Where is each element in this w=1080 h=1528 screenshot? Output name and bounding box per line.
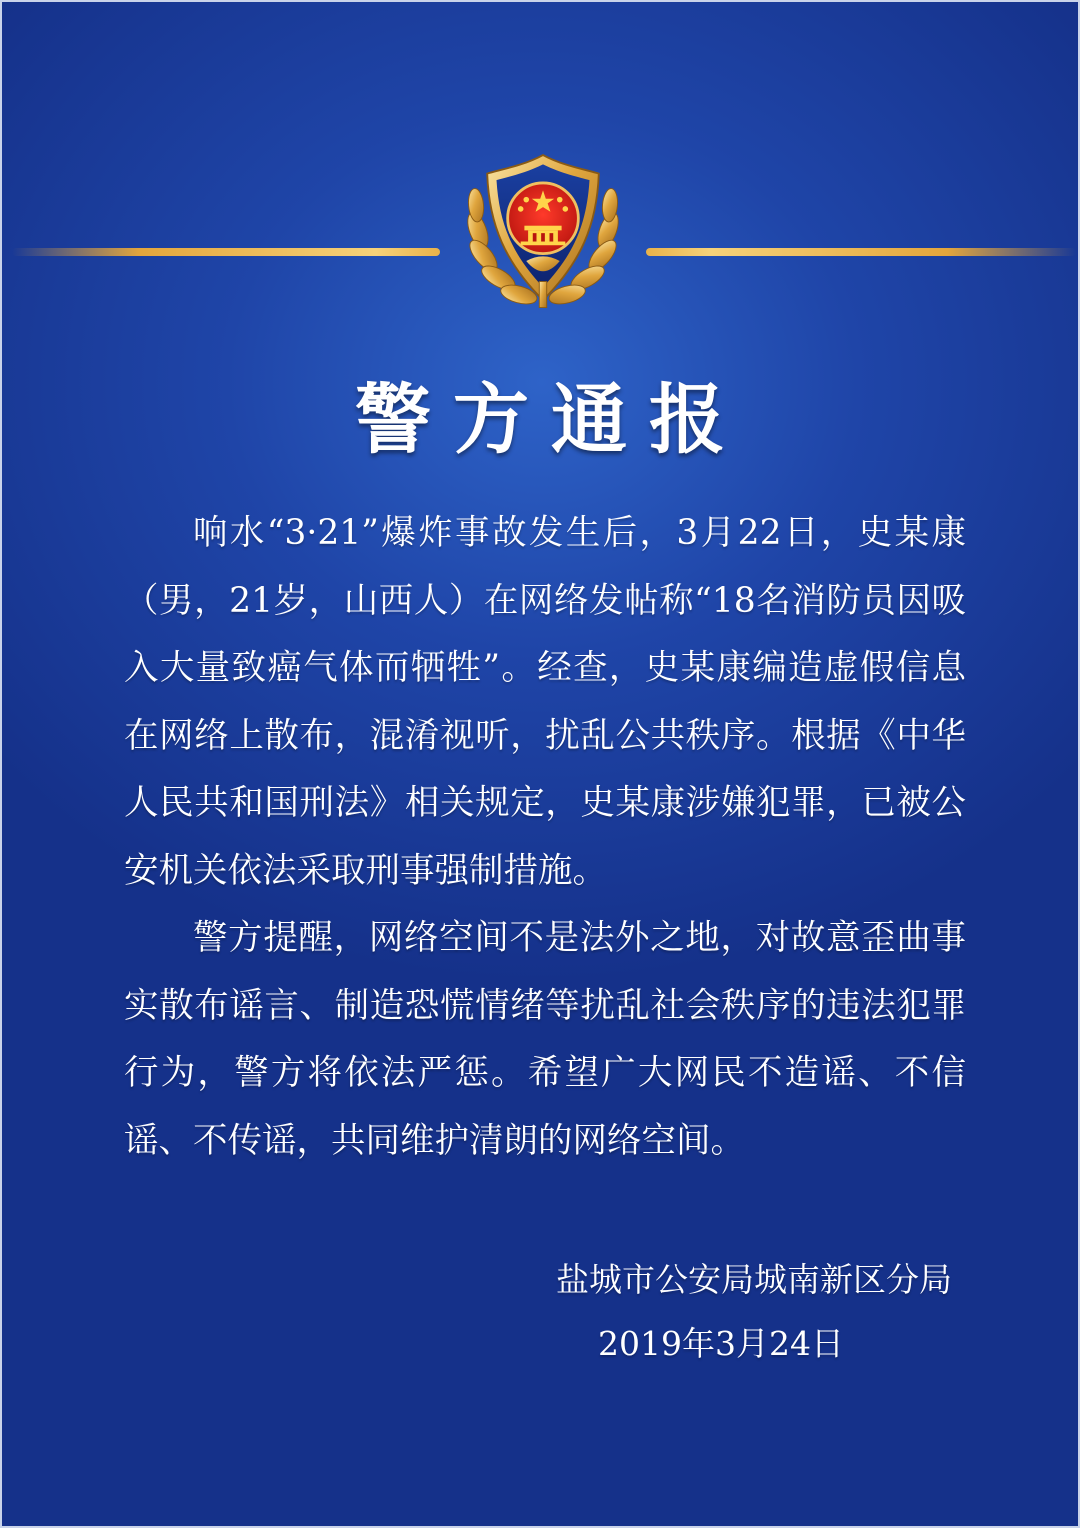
signature-date: 2019年3月24日 [598, 1324, 844, 1363]
right-gold-divider [646, 248, 1076, 256]
signature-block [556, 1250, 952, 1374]
notice-body [124, 500, 966, 1175]
signature-org: 盐城市公安局城南新区分局 [556, 1260, 952, 1299]
police-emblem-icon [450, 142, 636, 328]
left-gold-divider [12, 248, 440, 256]
paragraph-1: 响水“3·21”爆炸事故发生后，3月22日，史某康（男，21岁，山西人）在网络发帖称“18名消防员因吸入大量致癌气体而牺牲”。经查，史某康编造虚假信息在网络上散布，混淆视听，扰乱公共秩序。根据《中华人民共和国刑法》相关规定，史某康涉嫌犯罪，已被公安机关依法采取刑事强制措施。 [124, 513, 966, 891]
page-title: 警方通报 [355, 375, 747, 464]
paragraph-2: 警方提醒，网络空间不是法外之地，对故意歪曲事实散布谣言、制造恐慌情绪等扰乱社会秩序的违法犯罪行为，警方将依法严惩。希望广大网民不造谣、不信谣、不传谣，共同维护清朗的网络空间。 [124, 918, 966, 1161]
